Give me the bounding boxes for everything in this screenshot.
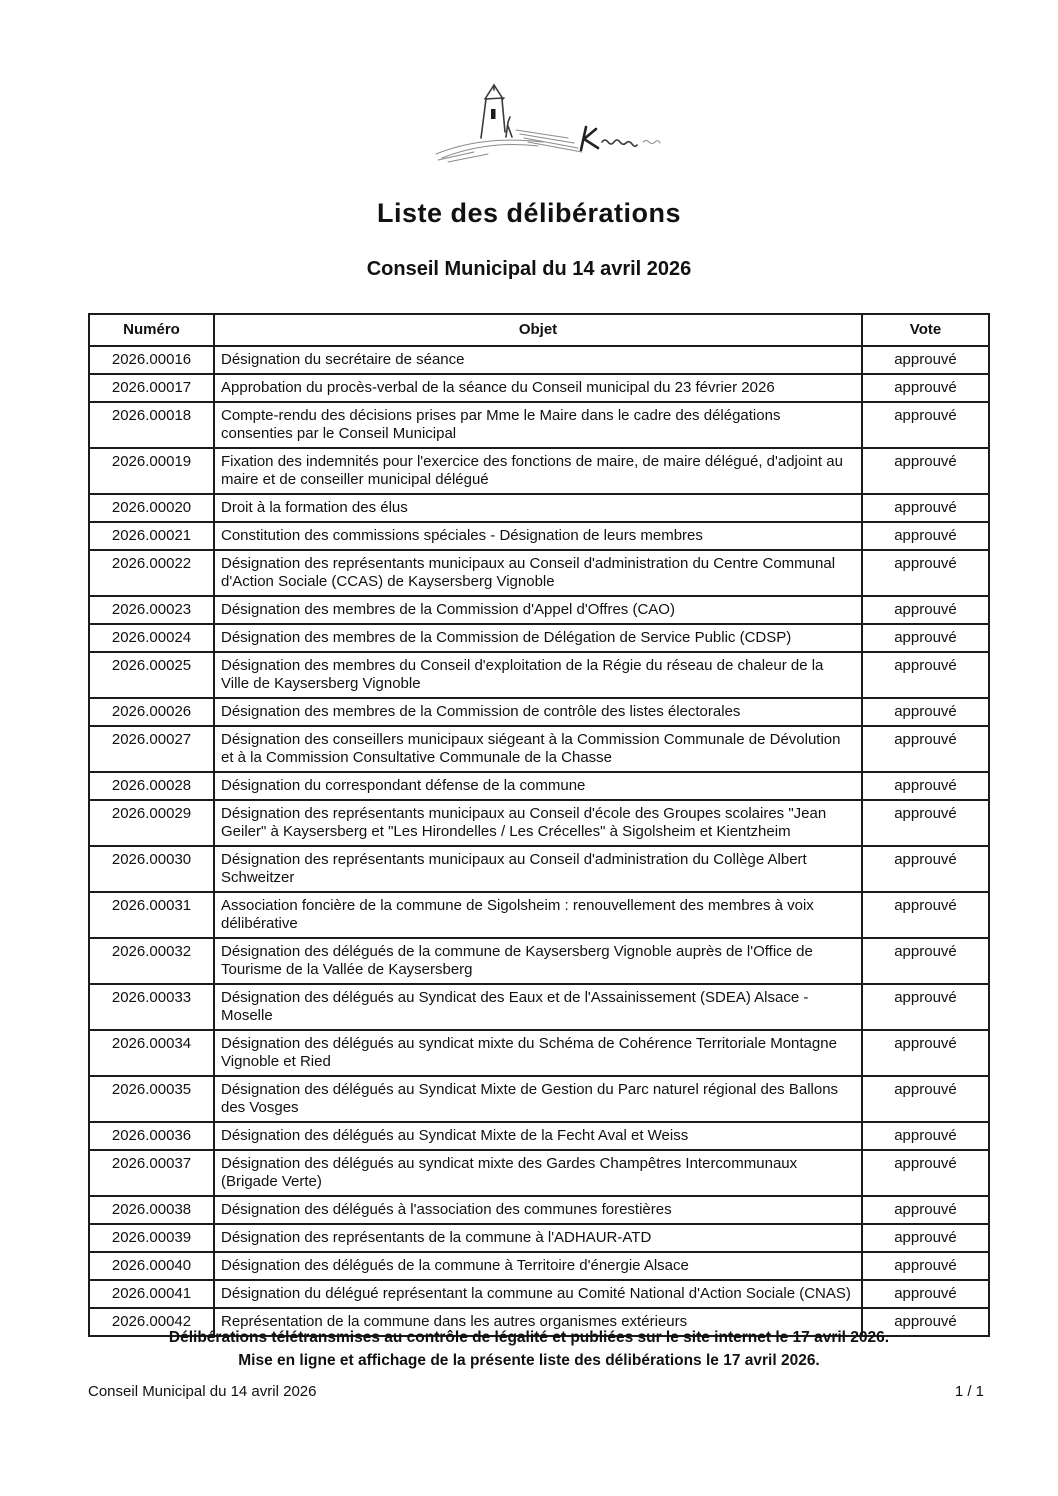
table-row xyxy=(89,984,989,1030)
objet-cell: Désignation des délégués à l'association des communes forestières xyxy=(214,1196,862,1224)
table-row xyxy=(89,624,989,652)
numero-cell: 2026.00026 xyxy=(89,698,214,726)
vote-cell: approuvé xyxy=(862,494,989,522)
vote-cell: approuvé xyxy=(862,346,989,374)
column-header-vote: Vote xyxy=(862,314,989,346)
numero-cell: 2026.00036 xyxy=(89,1122,214,1150)
numero-cell: 2026.00035 xyxy=(89,1076,214,1122)
numero-cell: 2026.00038 xyxy=(89,1196,214,1224)
table-row xyxy=(89,1252,989,1280)
bottom-bar xyxy=(0,1383,1058,1400)
vote-cell: approuvé xyxy=(862,448,989,494)
numero-cell: 2026.00034 xyxy=(89,1030,214,1076)
objet-cell: Désignation du secrétaire de séance xyxy=(214,346,862,374)
objet-cell: Désignation des membres de la Commission de Délégation de Service Public (CDSP) xyxy=(214,624,862,652)
numero-cell: 2026.00037 xyxy=(89,1150,214,1196)
numero-cell: 2026.00018 xyxy=(89,402,214,448)
objet-cell: Désignation des délégués au Syndicat des Eaux et de l'Assainissement (SDEA) Alsace - Moselle xyxy=(214,984,862,1030)
objet-cell: Fixation des indemnités pour l'exercice des fonctions de maire, de maire délégué, d'adjoint au maire et de conseiller municipal délégué xyxy=(214,448,862,494)
objet-cell: Désignation des délégués au Syndicat Mixte de la Fecht Aval et Weiss xyxy=(214,1122,862,1150)
table-row xyxy=(89,1280,989,1308)
table-row xyxy=(89,1150,989,1196)
page-title: Liste des délibérations xyxy=(376,198,682,228)
numero-cell: 2026.00030 xyxy=(89,846,214,892)
objet-cell: Désignation des membres de la Commission d'Appel d'Offres (CAO) xyxy=(214,596,862,624)
footer-page-number: 1 / 1 xyxy=(954,1383,984,1400)
numero-cell: 2026.00016 xyxy=(89,346,214,374)
numero-cell: 2026.00019 xyxy=(89,448,214,494)
vote-cell: approuvé xyxy=(862,624,989,652)
column-header-objet: Objet xyxy=(214,314,862,346)
table-row xyxy=(89,374,989,402)
footer-publication-note: Mise en ligne et affichage de la présente liste des délibérations le 17 avril 2026. xyxy=(238,1352,820,1369)
vote-cell: approuvé xyxy=(862,726,989,772)
objet-cell: Désignation des délégués de la commune à Territoire d'énergie Alsace xyxy=(214,1252,862,1280)
table-header-row xyxy=(89,314,989,346)
objet-cell: Constitution des commissions spéciales - Désignation de leurs membres xyxy=(214,522,862,550)
numero-cell: 2026.00042 xyxy=(89,1308,214,1336)
numero-cell: 2026.00033 xyxy=(89,984,214,1030)
column-header-numero: Numéro xyxy=(89,314,214,346)
objet-cell: Désignation des membres de la Commission de contrôle des listes électorales xyxy=(214,698,862,726)
numero-cell: 2026.00023 xyxy=(89,596,214,624)
objet-cell: Désignation des membres du Conseil d'exploitation de la Régie du réseau de chaleur de la Ville de Kaysersberg Vignoble xyxy=(214,652,862,698)
objet-cell: Désignation des délégués au syndicat mixte des Gardes Champêtres Intercommunaux (Brigade Verte) xyxy=(214,1150,862,1196)
page-subtitle: Conseil Municipal du 14 avril 2026 xyxy=(366,258,692,280)
objet-cell: Association foncière de la commune de Sigolsheim : renouvellement des membres à voix délibérative xyxy=(214,892,862,938)
objet-cell: Désignation des représentants municipaux au Conseil d'administration du Centre Communal d'Action Sociale (CCAS) de Kaysersberg Vignoble xyxy=(214,550,862,596)
vote-cell: approuvé xyxy=(862,800,989,846)
vote-cell: approuvé xyxy=(862,550,989,596)
objet-cell: Désignation des conseillers municipaux siégeant à la Commission Communale de Dévolution et à la Commission Consultative Communale de la Chasse xyxy=(214,726,862,772)
table-row xyxy=(89,652,989,698)
table-row xyxy=(89,448,989,494)
objet-cell: Compte-rendu des décisions prises par Mme le Maire dans le cadre des délégations consenties par le Conseil Municipal xyxy=(214,402,862,448)
vote-cell: approuvé xyxy=(862,846,989,892)
tower-sketch-icon xyxy=(428,82,668,167)
numero-cell: 2026.00021 xyxy=(89,522,214,550)
vote-cell: approuvé xyxy=(862,1196,989,1224)
objet-cell: Désignation des représentants municipaux au Conseil d'école des Groupes scolaires "Jean Geiler" à Kaysersberg et "Les Hirondelles / Les Crécelles" à Sigolsheim et Kientzheim xyxy=(214,800,862,846)
vote-cell: approuvé xyxy=(862,938,989,984)
table-row xyxy=(89,772,989,800)
vote-cell: approuvé xyxy=(862,522,989,550)
objet-cell: Droit à la formation des élus xyxy=(214,494,862,522)
deliberations-table xyxy=(88,313,990,1337)
table-row xyxy=(89,698,989,726)
commune-logo xyxy=(428,82,668,167)
numero-cell: 2026.00039 xyxy=(89,1224,214,1252)
deliberations-table-body xyxy=(89,346,989,1336)
vote-cell: approuvé xyxy=(862,1076,989,1122)
numero-cell: 2026.00025 xyxy=(89,652,214,698)
table-row xyxy=(89,522,989,550)
objet-cell: Représentation de la commune dans les autres organismes extérieurs xyxy=(214,1308,862,1336)
table-row xyxy=(89,892,989,938)
vote-cell: approuvé xyxy=(862,652,989,698)
table-row xyxy=(89,800,989,846)
numero-cell: 2026.00017 xyxy=(89,374,214,402)
numero-cell: 2026.00028 xyxy=(89,772,214,800)
numero-cell: 2026.00022 xyxy=(89,550,214,596)
numero-cell: 2026.00040 xyxy=(89,1252,214,1280)
table-row xyxy=(89,1224,989,1252)
numero-cell: 2026.00032 xyxy=(89,938,214,984)
objet-cell: Désignation du correspondant défense de la commune xyxy=(214,772,862,800)
table-row xyxy=(89,1122,989,1150)
vote-cell: approuvé xyxy=(862,1122,989,1150)
table-row xyxy=(89,846,989,892)
numero-cell: 2026.00041 xyxy=(89,1280,214,1308)
footer-transmission-note: Délibérations télétransmises au contrôle de légalité et publiées sur le site internet le 17 avril 2026. xyxy=(168,1329,890,1346)
vote-cell: approuvé xyxy=(862,1252,989,1280)
table-row xyxy=(89,1030,989,1076)
vote-cell: approuvé xyxy=(862,1224,989,1252)
footer-doc-label: Conseil Municipal du 14 avril 2026 xyxy=(88,1383,317,1400)
objet-cell: Approbation du procès-verbal de la séance du Conseil municipal du 23 février 2026 xyxy=(214,374,862,402)
vote-cell: approuvé xyxy=(862,1030,989,1076)
vote-cell: approuvé xyxy=(862,892,989,938)
vote-cell: approuvé xyxy=(862,374,989,402)
objet-cell: Désignation des représentants de la commune à l'ADHAUR-ATD xyxy=(214,1224,862,1252)
vote-cell: approuvé xyxy=(862,984,989,1030)
table-row xyxy=(89,938,989,984)
objet-cell: Désignation des délégués de la commune de Kaysersberg Vignoble auprès de l'Office de Tourisme de la Vallée de Kaysersberg xyxy=(214,938,862,984)
table-row xyxy=(89,1076,989,1122)
vote-cell: approuvé xyxy=(862,698,989,726)
table-row xyxy=(89,346,989,374)
vote-cell: approuvé xyxy=(862,1308,989,1336)
objet-cell: Désignation du délégué représentant la commune au Comité National d'Action Sociale (CNAS) xyxy=(214,1280,862,1308)
table-row xyxy=(89,550,989,596)
table-row xyxy=(89,596,989,624)
table-row xyxy=(89,494,989,522)
vote-cell: approuvé xyxy=(862,772,989,800)
numero-cell: 2026.00024 xyxy=(89,624,214,652)
vote-cell: approuvé xyxy=(862,402,989,448)
table-row xyxy=(89,402,989,448)
numero-cell: 2026.00027 xyxy=(89,726,214,772)
numero-cell: 2026.00031 xyxy=(89,892,214,938)
table-row xyxy=(89,1196,989,1224)
objet-cell: Désignation des représentants municipaux au Conseil d'administration du Collège Albert Schweitzer xyxy=(214,846,862,892)
footer-notes xyxy=(0,1326,1058,1372)
numero-cell: 2026.00020 xyxy=(89,494,214,522)
vote-cell: approuvé xyxy=(862,1280,989,1308)
vote-cell: approuvé xyxy=(862,1150,989,1196)
objet-cell: Désignation des délégués au Syndicat Mixte de Gestion du Parc naturel régional des Ballons des Vosges xyxy=(214,1076,862,1122)
numero-cell: 2026.00029 xyxy=(89,800,214,846)
vote-cell: approuvé xyxy=(862,596,989,624)
table-row xyxy=(89,726,989,772)
objet-cell: Désignation des délégués au syndicat mixte du Schéma de Cohérence Territoriale Montagne Vignoble et Ried xyxy=(214,1030,862,1076)
